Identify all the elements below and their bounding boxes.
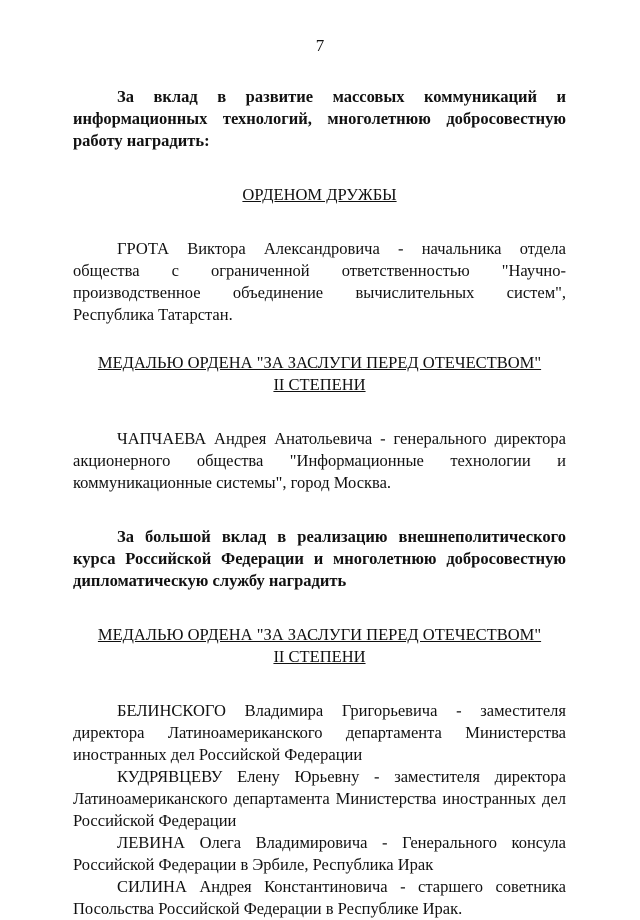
recipient-kudryavtseva: КУДРЯВЦЕВУ Елену Юрьевну - заместителя директора Латиноамериканского департамента Министерства иностранных дел Российской Федерации [73,767,566,830]
award-title-medal-line1: МЕДАЛЬЮ ОРДЕНА "ЗА ЗАСЛУГИ ПЕРЕД ОТЕЧЕСТВОМ" [97,353,542,372]
page-number: 7 [315,36,325,55]
section-1-intro: За вклад в развитие массовых коммуникаций и информационных технологий, многолетнюю добросовестную работу наградить: [73,87,566,150]
recipient-belinsky: БЕЛИНСКОГО Владимира Григорьевича - заместителя директора Латиноамериканского департамента Министерства иностранных дел Российской Федерации [73,701,566,764]
award-title-order-of-friendship: ОРДЕНОМ ДРУЖБЫ [242,185,397,204]
award-title-medal-line2: II СТЕПЕНИ [273,375,366,394]
section-2-intro: За большой вклад в реализацию внешнеполитического курса Российской Федерации и многолетнюю добросовестную дипломатическую службу наградить [73,527,566,590]
document-body [73,86,566,920]
recipient-silin: СИЛИНА Андрея Константиновича - старшего советника Посольства Российской Федерации в Республике Ирак. [73,877,566,918]
award-title-medal-2-line1: МЕДАЛЬЮ ОРДЕНА "ЗА ЗАСЛУГИ ПЕРЕД ОТЕЧЕСТВОМ" [97,625,542,644]
award-title-medal-2-line2: II СТЕПЕНИ [273,647,366,666]
recipient-grota: ГРОТА Виктора Александровича - начальника отдела общества с ограниченной ответственностью "Научно-производственное объединение вычислительных систем", Республика Татарстан. [73,239,566,324]
recipient-chapchaev: ЧАПЧАЕВА Андрея Анатольевича - генерального директора акционерного общества "Информационные технологии и коммуникационные системы", город Москва. [73,429,566,492]
recipient-levin: ЛЕВИНА Олега Владимировича - Генерального консула Российской Федерации в Эрбиле, Республика Ирак [73,833,566,874]
